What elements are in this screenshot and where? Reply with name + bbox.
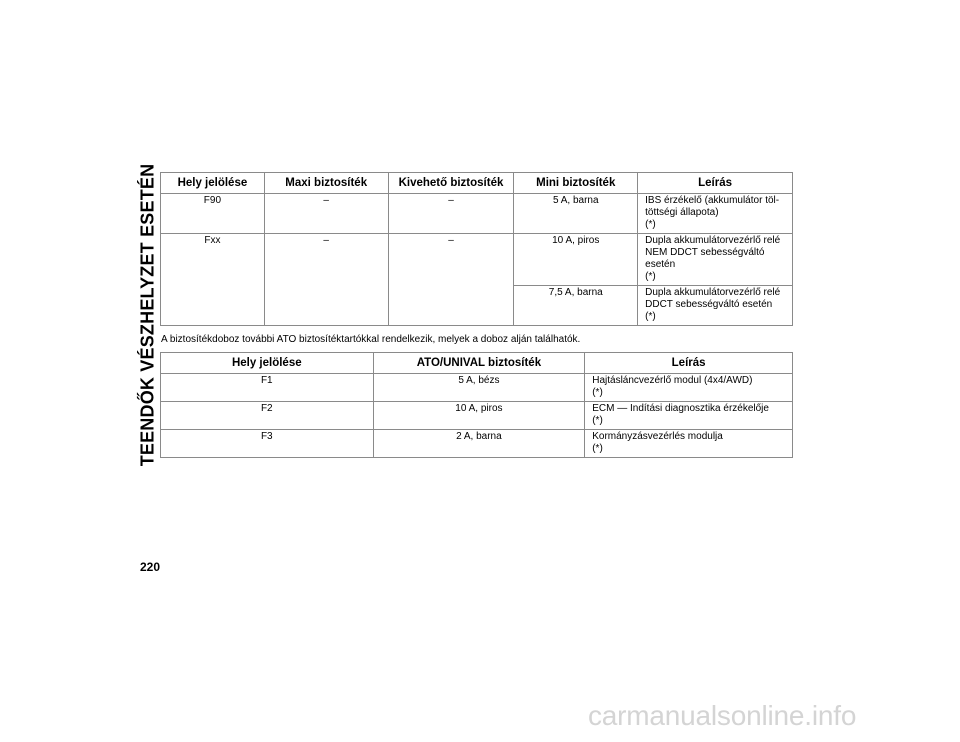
location-cell: F1: [161, 374, 374, 402]
description-cell: [585, 430, 793, 458]
column-header: Leírás: [585, 353, 793, 374]
column-header: Kivehető biztosíték: [388, 173, 514, 194]
location-cell: F3: [161, 430, 374, 458]
side-section-title: [137, 163, 159, 467]
description-line: ECM — Indítási diagnosztika érzékelője: [592, 403, 769, 414]
description-cell: [585, 374, 793, 402]
ato-fuse-cell: 2 A, barna: [373, 430, 585, 458]
description-line: töttségi állapota): [645, 207, 719, 218]
description-line: (*): [645, 311, 656, 322]
page-number: 220: [140, 560, 161, 574]
location-cell: Fxx: [161, 234, 265, 326]
mini-fuse-cell: 10 A, piros: [514, 234, 638, 286]
maxi-fuse-cell: –: [264, 234, 388, 326]
fuse-box-note: A biztosítékdoboz további ATO biztosítéktartókkal rendelkezik, melyek a doboz alján találhatók.: [161, 334, 581, 345]
description-line: DDCT sebességváltó esetén: [645, 299, 773, 310]
table-header-row: [161, 173, 793, 194]
maxi-fuse-cell: –: [264, 194, 388, 234]
table-row: [161, 402, 793, 430]
column-header: Mini biztosíték: [514, 173, 638, 194]
table-row: [161, 234, 793, 286]
description-cell: [638, 234, 793, 286]
description-line: Dupla akkumulátorvezérlő relé: [645, 287, 781, 298]
description-line: (*): [592, 387, 603, 398]
column-header: ATO/UNIVAL biztosíték: [373, 353, 585, 374]
description-line: NEM DDCT sebességváltó: [645, 247, 765, 258]
side-section-title-text: TEENDŐK VÉSZHELYZET ESETÉN: [137, 163, 158, 467]
table-row: [161, 374, 793, 402]
column-header: Leírás: [638, 173, 793, 194]
column-header: Hely jelölése: [161, 353, 374, 374]
description-line: Hajtásláncvezérlő modul (4x4/AWD): [592, 375, 753, 386]
description-line: (*): [645, 219, 656, 230]
description-cell: [638, 286, 793, 326]
table-row: [161, 430, 793, 458]
table-row: [161, 194, 793, 234]
watermark: carmanualsonline.info: [588, 700, 857, 731]
description-line: (*): [592, 443, 603, 454]
fuse-table-main: [160, 172, 793, 326]
ato-fuse-cell: 5 A, bézs: [373, 374, 585, 402]
description-line: IBS érzékelő (akkumulátor töl-: [645, 195, 780, 206]
fuse-table-ato: [160, 352, 793, 458]
description-cell: [585, 402, 793, 430]
description-line: (*): [645, 271, 656, 282]
table-header-row: [161, 353, 793, 374]
column-header: Hely jelölése: [161, 173, 265, 194]
column-header: Maxi biztosíték: [264, 173, 388, 194]
location-cell: F90: [161, 194, 265, 234]
mini-fuse-cell: 7,5 A, barna: [514, 286, 638, 326]
description-line: (*): [592, 415, 603, 426]
description-line: Kormányzásvezérlés modulja: [592, 431, 723, 442]
description-line: esetén: [645, 259, 676, 270]
description-cell: [638, 194, 793, 234]
ato-fuse-cell: 10 A, piros: [373, 402, 585, 430]
cartridge-fuse-cell: –: [388, 194, 514, 234]
cartridge-fuse-cell: –: [388, 234, 514, 326]
description-line: Dupla akkumulátorvezérlő relé: [645, 235, 781, 246]
location-cell: F2: [161, 402, 374, 430]
mini-fuse-cell: 5 A, barna: [514, 194, 638, 234]
